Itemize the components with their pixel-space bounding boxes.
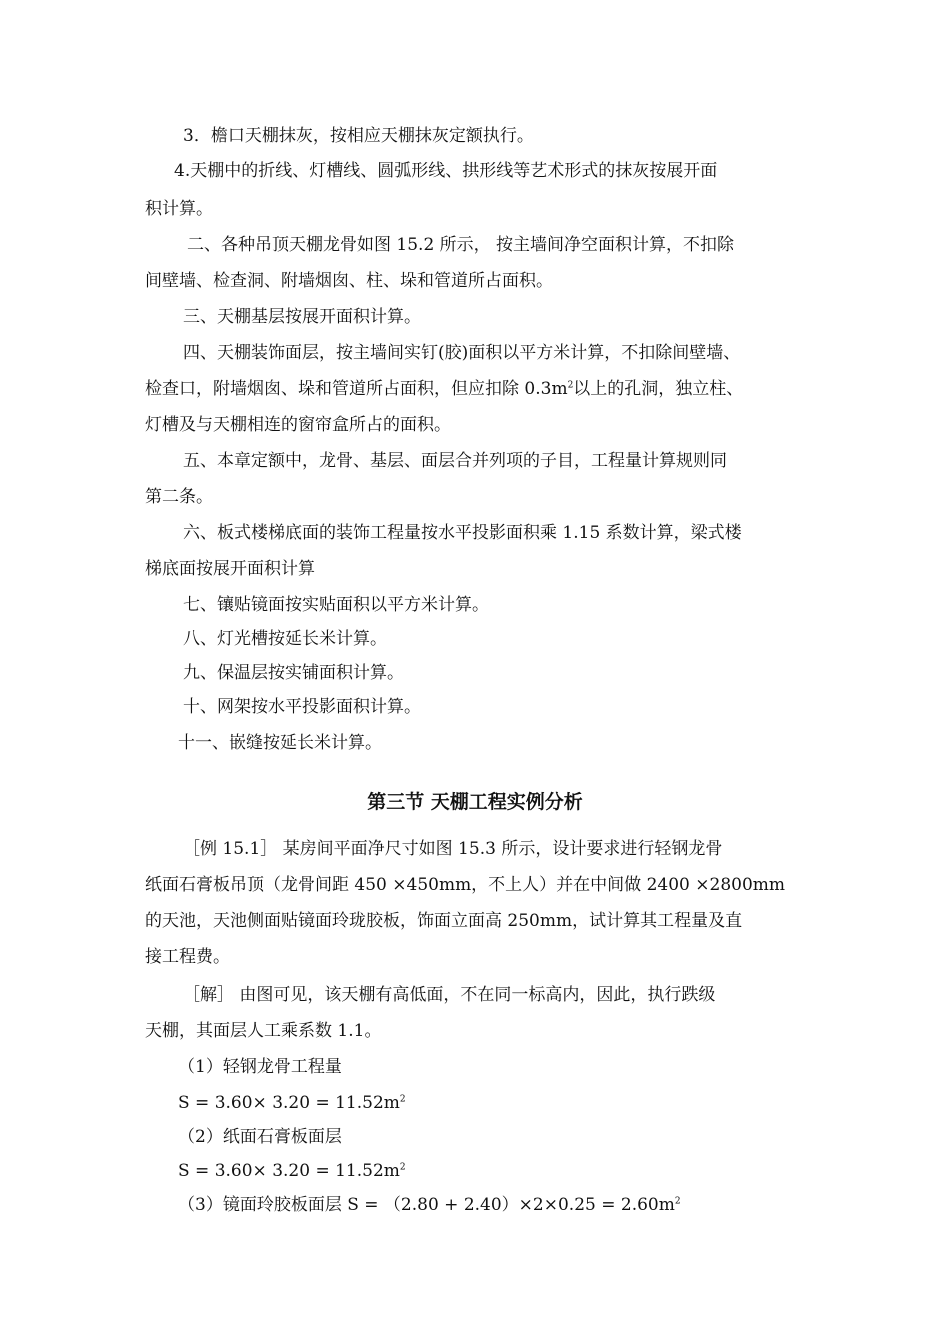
text-line: 九、保温层按实铺面积计算。 (183, 663, 404, 683)
text-line: 灯槽及与天棚相连的窗帘盒所占的面积。 (145, 415, 451, 435)
text-line: （1）轻钢龙骨工程量 (178, 1057, 342, 1077)
text-segment: 以上的孔洞，独立柱、 (573, 379, 744, 399)
text-segment: S = 3.60× 3.20 = 11.52m (178, 1093, 400, 1113)
text-line: 十一、嵌缝按延长米计算。 (178, 733, 382, 753)
section-title: 第三节 天棚工程实例分析 (367, 791, 583, 813)
text-line: 七、镶贴镜面按实贴面积以平方米计算。 (183, 595, 489, 615)
text-line: 二、各种吊顶天棚龙骨如图 15.2 所示， 按主墙间净空面积计算，不扣除 (187, 235, 735, 255)
text-line: 第二条。 (145, 487, 213, 507)
text-line: 3．檐口天棚抹灰，按相应天棚抹灰定额执行。 (183, 126, 534, 146)
text-line: 纸面石膏板吊顶（龙骨间距 450 ×450mm，不上人）并在中间做 2400 ×2800mm (145, 875, 786, 895)
text-line (178, 1092, 406, 1114)
text-line: （2）纸面石膏板面层 (178, 1127, 342, 1147)
text-line: 4.天棚中的折线、灯槽线、圆弧形线、拱形线等艺术形式的抹灰按展开面 (174, 161, 718, 181)
text-line: 八、灯光槽按延长米计算。 (183, 629, 387, 649)
text-line (145, 378, 743, 400)
superscript: 2 (567, 380, 574, 391)
text-line: ［例 15.1］ 某房间平面净尺寸如图 15.3 所示，设计要求进行轻钢龙骨 (183, 839, 723, 859)
text-line: 天棚，其面层人工乘系数 1.1。 (145, 1021, 382, 1041)
text-segment: 检查口，附墙烟囱、垛和管道所占面积，但应扣除 0.3m (145, 379, 568, 399)
text-line: 间壁墙、检查洞、附墙烟囱、柱、垛和管道所占面积。 (145, 271, 553, 291)
text-segment: S = 3.60× 3.20 = 11.52m (178, 1161, 400, 1181)
superscript: 2 (399, 1162, 406, 1173)
text-line: 六、板式楼梯底面的装饰工程量按水平投影面积乘 1.15 系数计算，梁式楼 (183, 523, 742, 543)
text-segment: （3）镜面玲胶板面层 S = （2.80 + 2.40）×2×0.25 = 2.60m (178, 1195, 675, 1215)
text-line (178, 1194, 681, 1216)
text-line: 四、天棚装饰面层，按主墙间实钉(胶)面积以平方米计算，不扣除间壁墙、 (183, 343, 741, 363)
text-line: 三、天棚基层按展开面积计算。 (183, 307, 421, 327)
text-line: 十、网架按水平投影面积计算。 (183, 697, 421, 717)
text-line: 五、本章定额中，龙骨、基层、面层合并列项的子目，工程量计算规则同 (183, 451, 727, 471)
superscript: 2 (399, 1094, 406, 1105)
text-line: 的天池，天池侧面贴镜面玲珑胶板，饰面立面高 250mm，试计算其工程量及直 (145, 911, 743, 931)
text-line: ［解］ 由图可见，该天棚有高低面，不在同一标高内，因此，执行跌级 (183, 985, 716, 1005)
text-line (178, 1160, 406, 1182)
text-line: 积计算。 (145, 199, 213, 219)
superscript: 2 (674, 1196, 681, 1207)
text-line: 接工程费。 (145, 947, 230, 967)
text-line: 梯底面按展开面积计算 (145, 559, 315, 579)
